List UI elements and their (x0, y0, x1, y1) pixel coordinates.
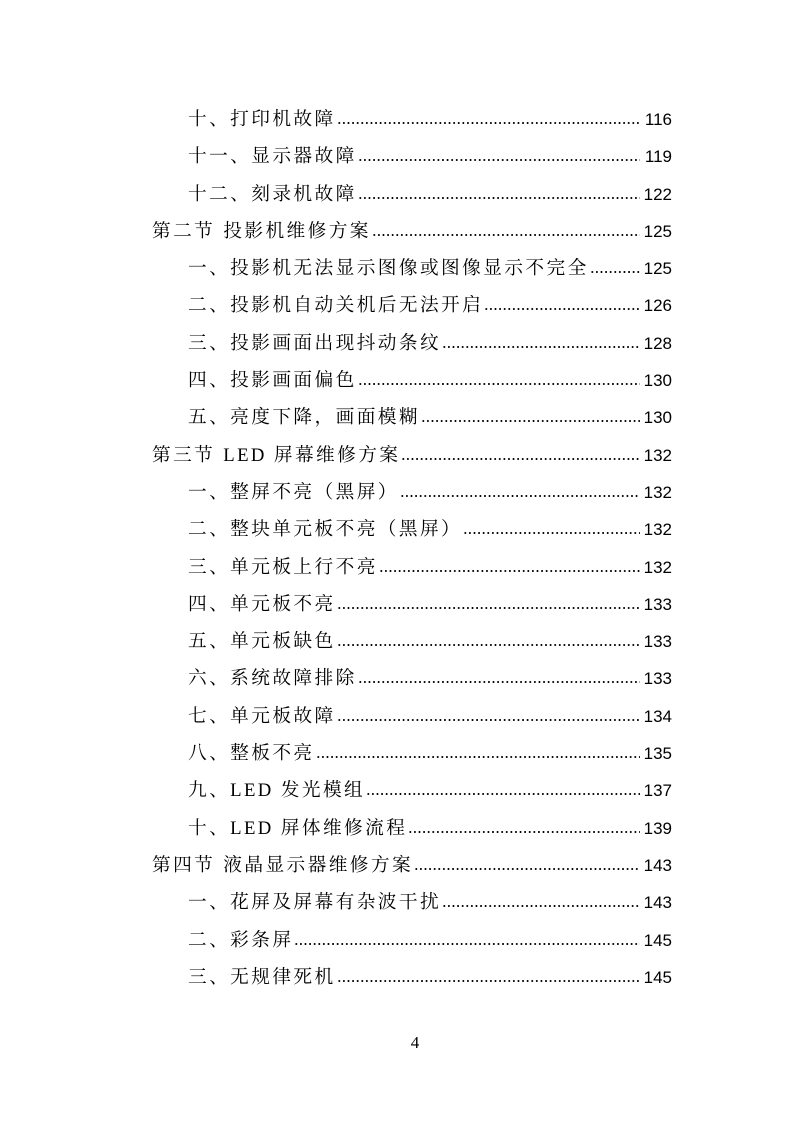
entry-title: 三、单元板上行不亮 (188, 556, 378, 578)
toc-entry-row (152, 959, 672, 996)
entry-page-number: 126 (643, 296, 672, 316)
toc-section-row (152, 847, 672, 884)
entry-page-number: 139 (643, 818, 672, 838)
dot-leader (421, 419, 640, 423)
entry-title: 十一、显示器故障 (188, 146, 357, 168)
toc-entry-row (152, 772, 672, 809)
toc-entry-row (152, 138, 672, 175)
entry-title: 五、亮度下降，画面模糊 (188, 407, 420, 429)
page-number: 4 (410, 1033, 420, 1052)
dot-leader (400, 494, 640, 498)
toc-entry-row (152, 884, 672, 921)
dot-leader (358, 158, 640, 162)
dot-leader (337, 121, 640, 125)
entry-title: 三、无规律死机 (188, 966, 336, 988)
section-number: 第二节 (152, 220, 216, 242)
entry-page-number: 130 (643, 408, 672, 428)
dot-leader (442, 904, 640, 908)
toc-entry-row (152, 325, 672, 362)
dot-leader (337, 979, 640, 983)
entry-page-number: 143 (643, 893, 672, 913)
entry-title: 二、彩条屏 (188, 929, 294, 951)
toc-entry-row (152, 586, 672, 623)
toc-entry-row (152, 101, 672, 138)
table-of-contents (152, 101, 672, 996)
entry-title: 七、单元板故障 (188, 705, 336, 727)
dot-leader (408, 830, 640, 834)
toc-entry-row (152, 549, 672, 586)
toc-entry-row (152, 922, 672, 959)
section-title: 液晶显示器维修方案 (223, 854, 414, 876)
toc-entry-row (152, 623, 672, 660)
section-title: LED 屏幕维修方案 (223, 444, 401, 466)
dot-leader (316, 755, 640, 759)
entry-page-number: 125 (643, 221, 672, 241)
entry-title: 一、花屏及屏幕有杂波干扰 (188, 892, 442, 914)
dot-leader (590, 270, 640, 274)
dot-leader (337, 606, 640, 610)
toc-entry-row (152, 176, 672, 213)
entry-title: 一、投影机无法显示图像或图像显示不完全 (188, 258, 589, 280)
dot-leader (358, 196, 640, 200)
entry-page-number: 137 (643, 781, 672, 801)
entry-page-number: 132 (643, 482, 672, 502)
toc-entry-row (152, 250, 672, 287)
entry-page-number: 122 (643, 184, 672, 204)
entry-page-number: 143 (643, 855, 672, 875)
entry-title: 十二、刻录机故障 (188, 183, 357, 205)
entry-page-number: 116 (644, 110, 672, 129)
entry-title: 十、LED 屏体维修流程 (188, 817, 408, 839)
dot-leader (358, 680, 640, 684)
dot-leader (484, 307, 640, 311)
entry-page-number: 145 (643, 967, 672, 987)
entry-title: 八、整板不亮 (188, 743, 315, 765)
entry-page-number: 132 (643, 445, 672, 465)
dot-leader (366, 792, 640, 796)
entry-page-number: 134 (643, 706, 672, 726)
toc-entry-row (152, 660, 672, 697)
dot-leader (379, 569, 640, 573)
entry-title: 一、整屏不亮（黑屏） (188, 481, 399, 503)
dot-leader (414, 867, 640, 871)
entry-page-number: 119 (644, 147, 672, 167)
entry-page-number: 130 (643, 371, 672, 391)
dot-leader (358, 382, 640, 386)
dot-leader (294, 942, 640, 946)
entry-page-number: 128 (643, 333, 672, 353)
toc-entry-row (152, 511, 672, 548)
entry-page-number: 133 (643, 594, 672, 614)
entry-page-number: 132 (643, 520, 672, 540)
dot-leader (337, 643, 640, 647)
toc-entry-row (152, 474, 672, 511)
entry-title: 二、整块单元板不亮（黑屏） (188, 519, 463, 541)
entry-title: 五、单元板缺色 (188, 631, 336, 653)
section-title: 投影机维修方案 (223, 220, 371, 242)
entry-title: 二、投影机自动关机后无法开启 (188, 295, 484, 317)
entry-page-number: 133 (643, 669, 672, 689)
dot-leader (401, 457, 640, 461)
dot-leader (372, 233, 640, 237)
entry-page-number: 135 (643, 744, 672, 764)
toc-section-row (152, 437, 672, 474)
entry-page-number: 125 (643, 259, 672, 279)
toc-entry-row (152, 735, 672, 772)
entry-page-number: 132 (643, 557, 672, 577)
entry-title: 三、投影画面出现抖动条纹 (188, 332, 442, 354)
dot-leader (463, 531, 640, 535)
toc-entry-row (152, 287, 672, 324)
toc-entry-row (152, 698, 672, 735)
entry-title: 四、单元板不亮 (188, 593, 336, 615)
toc-entry-row (152, 362, 672, 399)
toc-section-row (152, 213, 672, 250)
entry-title: 四、投影画面偏色 (188, 370, 357, 392)
section-number: 第四节 (152, 854, 216, 876)
dot-leader (337, 718, 640, 722)
entry-title: 六、系统故障排除 (188, 668, 357, 690)
entry-title: 九、LED 发光模组 (188, 780, 366, 802)
toc-entry-row (152, 399, 672, 436)
entry-page-number: 145 (643, 930, 672, 950)
toc-entry-row (152, 810, 672, 847)
dot-leader (442, 345, 640, 349)
section-number: 第三节 (152, 444, 216, 466)
entry-page-number: 133 (643, 632, 672, 652)
entry-title: 十、打印机故障 (188, 109, 336, 130)
